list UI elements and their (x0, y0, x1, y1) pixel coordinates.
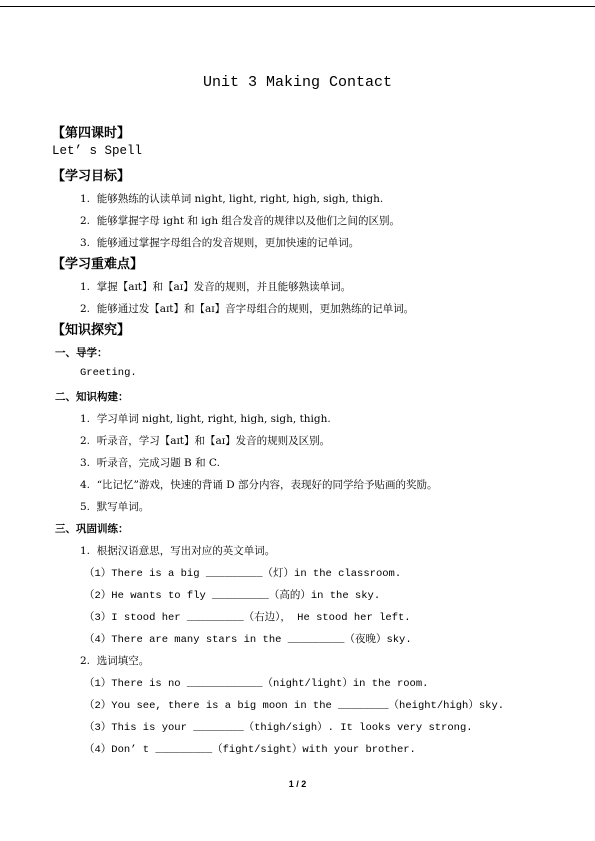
keypoints-heading: 【学习重难点】 (52, 257, 144, 272)
question-1-item: （3）I stood her _________（右边）， He stood her left. (84, 612, 411, 624)
explore-heading: 【知识探究】 (52, 323, 131, 338)
question-2-item: （2）You see, there is a big moon in the ________（height/high）sky. (84, 700, 505, 712)
page-number: 1 / 2 (288, 779, 307, 789)
build-item: 2. 听录音，学习【aɪt】和【aɪ】发音的规则及区别。 (80, 435, 331, 447)
goals-heading: 【学习目标】 (52, 169, 131, 184)
practice-heading: 三、巩固训练： (55, 523, 129, 535)
question-2-item: （4）Don’ t _________（fight/sight）with your brother. (84, 744, 416, 756)
build-item: 5. 默写单词。 (80, 501, 150, 513)
question-2-title: 2. 选词填空。 (80, 655, 150, 667)
build-heading: 二、知识构建： (55, 391, 129, 403)
question-1-item: （1）There is a big _________（灯）in the classroom. (84, 568, 402, 580)
question-1-item: （2）He wants to fly _________（高的）in the sky. (84, 590, 381, 602)
goal-item: 2. 能够掌握字母 ight 和 igh 组合发音的规律以及他们之间的区别。 (80, 215, 400, 227)
question-1-item: （4）There are many stars in the _________（夜晚）sky. (84, 634, 412, 646)
question-2-item: （3）This is your ________（thigh/sigh）. It looks very strong. (84, 722, 473, 734)
goal-item: 3. 能够通过掌握字母组合的发音规则，更加快速的记单词。 (80, 237, 360, 249)
question-1-title: 1. 根据汉语意思，写出对应的英文单词。 (80, 545, 276, 557)
lesson-name: Let’ s Spell (52, 144, 143, 158)
build-item: 4. “比记忆”游戏，快速的背诵 D 部分内容，表现好的同学给予贴画的奖励。 (80, 479, 438, 491)
guide-heading: 一、导学： (55, 347, 108, 359)
build-item: 1. 学习单词 night, light, right, high, sigh, thigh. (80, 413, 331, 425)
page-title: Unit 3 Making Contact (202, 74, 393, 91)
build-item: 3. 听录音，完成习题 B 和 C. (80, 457, 220, 469)
question-2-item: （1）There is no ____________（night/light）in the room. (84, 678, 429, 690)
keypoint-item: 2. 能够通过发【aɪt】和【aɪ】音字母组合的规则，更加熟练的记单词。 (80, 303, 415, 315)
goal-item: 1. 能够熟练的认读单词 night, light, right, high, sigh, thigh. (80, 193, 384, 205)
guide-text: Greeting. (80, 367, 137, 379)
keypoint-item: 1. 掌握【aɪt】和【aɪ】发音的规则，并且能够熟读单词。 (80, 281, 352, 293)
lesson-heading: 【第四课时】 (52, 126, 131, 141)
top-border-line (0, 6, 595, 7)
